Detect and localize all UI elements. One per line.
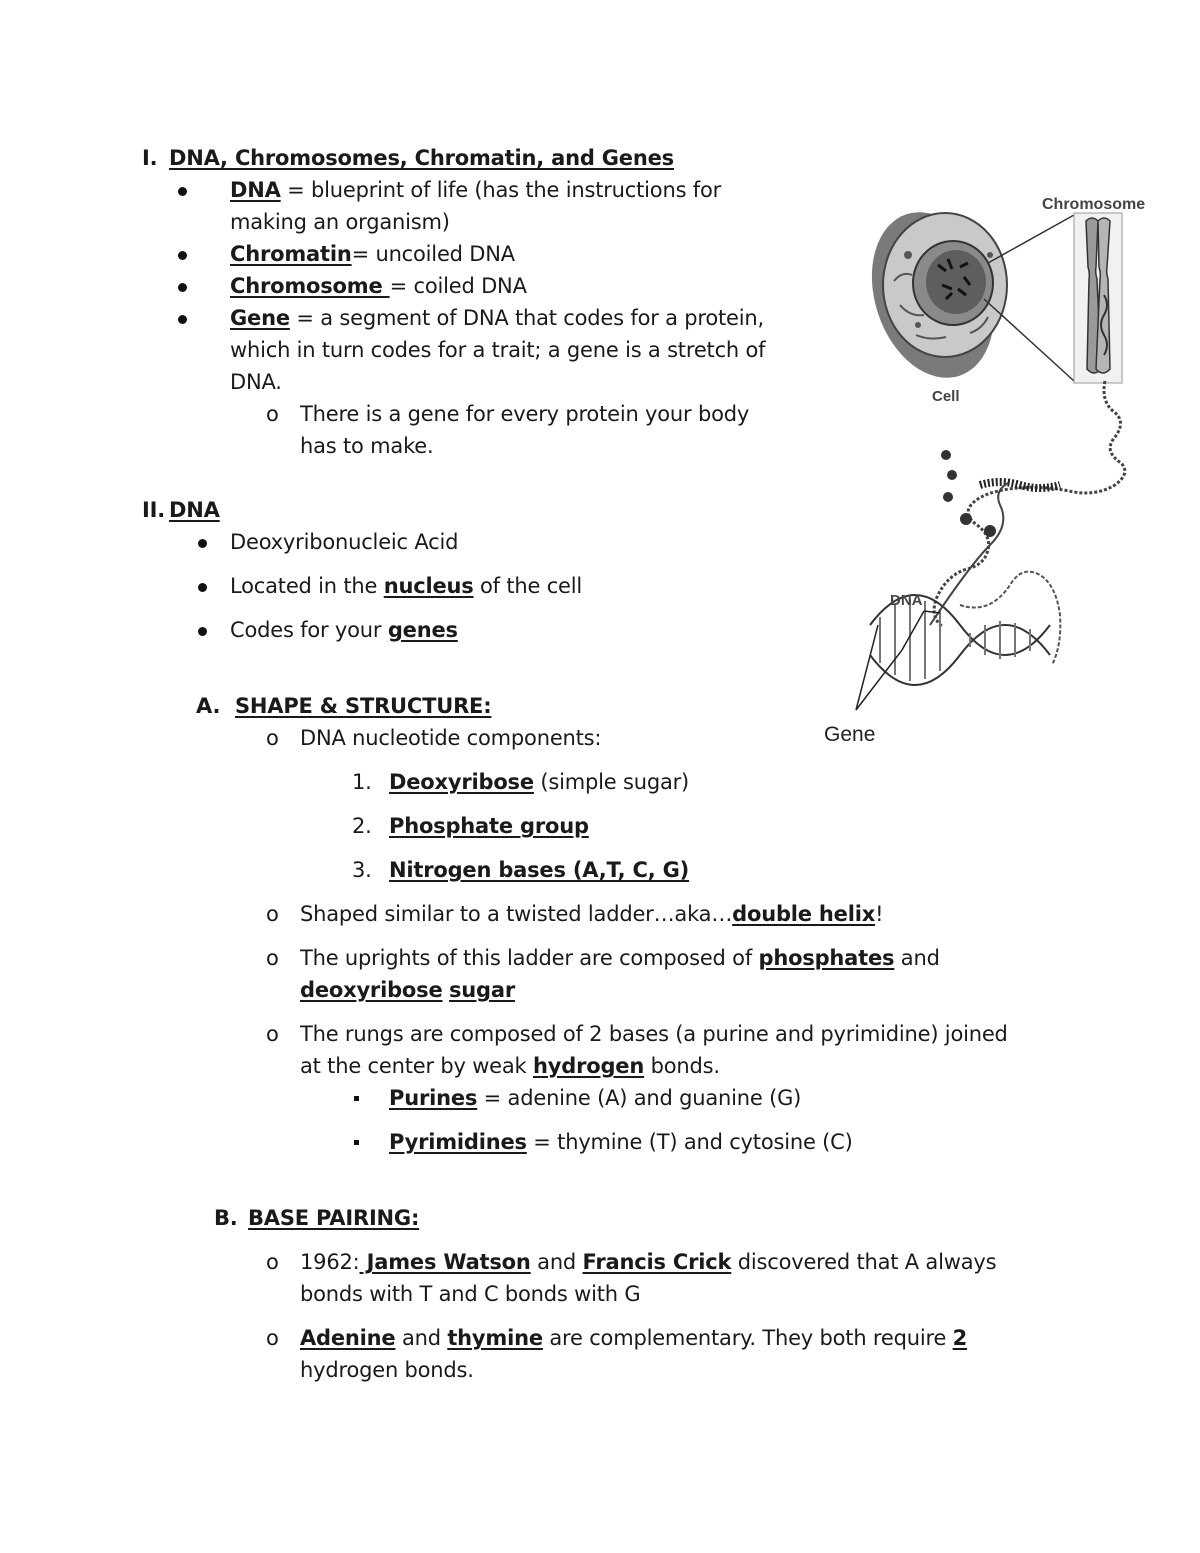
nucleus-term: nucleus xyxy=(383,574,474,598)
thymine-term: thymine xyxy=(447,1326,543,1350)
p2-mid1: and xyxy=(395,1326,448,1350)
bullet-dot xyxy=(198,539,207,548)
gene-sub-line1: There is a gene for every protein your body xyxy=(300,402,750,426)
uprights-line2 xyxy=(300,976,515,1004)
sectionA-heading: SHAPE & STRUCTURE: xyxy=(235,694,492,718)
item2-post: of the cell xyxy=(473,574,583,598)
section2-item3 xyxy=(230,616,458,644)
pyrimidines-def: = thymine (T) and cytosine (C) xyxy=(526,1130,853,1154)
bullet-dot xyxy=(178,315,187,324)
purines-line xyxy=(389,1084,801,1112)
two-bonds-number: 2 xyxy=(952,1326,968,1350)
chromosome-illustration xyxy=(1074,213,1122,383)
pairing-p2-line1 xyxy=(300,1324,967,1352)
section2-numeral: II. xyxy=(142,498,166,522)
bullet-o: o xyxy=(266,1326,279,1350)
pairing-p1-line1 xyxy=(300,1248,996,1276)
genes-term: genes xyxy=(387,618,458,642)
component-num: 1. xyxy=(352,770,372,794)
cell-illustration xyxy=(852,196,1015,394)
chromatin-term: Chromatin xyxy=(230,242,352,266)
p2-mid2: are complementary. They both require xyxy=(542,1326,953,1350)
dna-definition: = blueprint of life (has the instructions for xyxy=(280,178,722,202)
rungs-pre: at the center by weak xyxy=(300,1054,533,1078)
section2-item2 xyxy=(230,572,582,600)
chromatin-definition xyxy=(230,240,515,268)
shape-line xyxy=(300,900,883,928)
phosphates-term: phosphates xyxy=(758,946,895,970)
phosphate-term: Phosphate group xyxy=(389,814,589,838)
component-num: 3. xyxy=(352,858,372,882)
purines-term: Purines xyxy=(389,1086,478,1110)
component-item xyxy=(389,856,689,884)
shape-pre: Shaped similar to a twisted ladder…aka… xyxy=(300,902,733,926)
bullet-dot xyxy=(178,283,187,292)
pyrimidines-term: Pyrimidines xyxy=(389,1130,527,1154)
bullet-square xyxy=(354,1140,359,1145)
rungs-line2 xyxy=(300,1052,720,1080)
chromosome-definition xyxy=(230,272,527,300)
crick-name: Francis Crick xyxy=(582,1250,732,1274)
adenine-term: Adenine xyxy=(300,1326,396,1350)
chromatin-def-text: = uncoiled DNA xyxy=(351,242,515,266)
watson-name: James Watson xyxy=(359,1250,531,1274)
shape-post: ! xyxy=(875,902,884,926)
uprights-line1 xyxy=(300,944,940,972)
dna-definition-line1 xyxy=(230,176,721,204)
section2-heading: DNA xyxy=(169,498,220,522)
components-label: DNA nucleotide components: xyxy=(300,726,602,750)
bullet-o: o xyxy=(266,946,279,970)
sectionA-letter: A. xyxy=(196,694,221,718)
double-helix-term: double helix xyxy=(732,902,876,926)
gene-definition-line2: which in turn codes for a trait; a gene is a stretch of xyxy=(230,338,766,362)
hydrogen-term: hydrogen xyxy=(533,1054,645,1078)
dna-chromosome-figure xyxy=(820,185,1155,750)
dna-term: DNA xyxy=(230,178,281,202)
bullet-o: o xyxy=(266,402,279,426)
bullet-o: o xyxy=(266,1250,279,1274)
bullet-dot xyxy=(198,583,207,592)
section1-heading: DNA, Chromosomes, Chromatin, and Genes xyxy=(169,146,674,170)
nitrogen-bases-term: Nitrogen bases (A,T, C, G) xyxy=(389,858,690,882)
p1-pre: 1962: xyxy=(300,1250,360,1274)
bullet-o: o xyxy=(266,726,279,750)
purines-def: = adenine (A) and guanine (G) xyxy=(477,1086,802,1110)
uprights-pre: The uprights of this ladder are composed of xyxy=(300,946,759,970)
component-num: 2. xyxy=(352,814,372,838)
deoxyribose-term-2: deoxyribose xyxy=(300,978,443,1002)
component-item xyxy=(389,768,689,796)
dna-definition-line2: making an organism) xyxy=(230,210,450,234)
figure-label-gene: Gene xyxy=(824,723,876,746)
sectionB-letter: B. xyxy=(214,1206,238,1230)
component-note: (simple sugar) xyxy=(533,770,690,794)
figure-label-chromosome: Chromosome xyxy=(1042,196,1146,213)
pyrimidines-line xyxy=(389,1128,853,1156)
section1-numeral: I. xyxy=(142,146,158,170)
rungs-line1: The rungs are composed of 2 bases (a purine and pyrimidine) joined xyxy=(300,1022,1008,1046)
figure-label-dna: DNA xyxy=(890,592,923,609)
pairing-p1-line2: bonds with T and C bonds with G xyxy=(300,1282,641,1306)
bullet-dot xyxy=(178,187,187,196)
chromosome-term: Chromosome xyxy=(230,274,390,298)
bullet-square xyxy=(354,1096,359,1101)
gene-def-text: = a segment of DNA that codes for a protein, xyxy=(289,306,764,330)
bullet-dot xyxy=(198,627,207,636)
item2-pre: Located in the xyxy=(230,574,384,598)
uprights-mid: and xyxy=(894,946,940,970)
gene-term: Gene xyxy=(230,306,290,330)
component-item xyxy=(389,812,589,840)
p1-post: discovered that A always xyxy=(731,1250,997,1274)
pairing-p2-line2: hydrogen bonds. xyxy=(300,1358,474,1382)
sugar-term: sugar xyxy=(448,978,515,1002)
bullet-o: o xyxy=(266,1022,279,1046)
sectionB-heading: BASE PAIRING: xyxy=(248,1206,420,1230)
gene-sub-line2: has to make. xyxy=(300,434,434,458)
bullet-dot xyxy=(178,251,187,260)
rungs-post: bonds. xyxy=(644,1054,720,1078)
bullet-o: o xyxy=(266,902,279,926)
chromosome-def-text: = coiled DNA xyxy=(389,274,527,298)
item3-pre: Codes for your xyxy=(230,618,388,642)
section2-item1: Deoxyribonucleic Acid xyxy=(230,530,459,554)
p1-mid: and xyxy=(530,1250,583,1274)
deoxyribose-term: Deoxyribose xyxy=(389,770,534,794)
gene-definition-line3: DNA. xyxy=(230,370,282,394)
gene-definition-line1 xyxy=(230,304,764,332)
figure-label-cell: Cell xyxy=(932,388,960,405)
